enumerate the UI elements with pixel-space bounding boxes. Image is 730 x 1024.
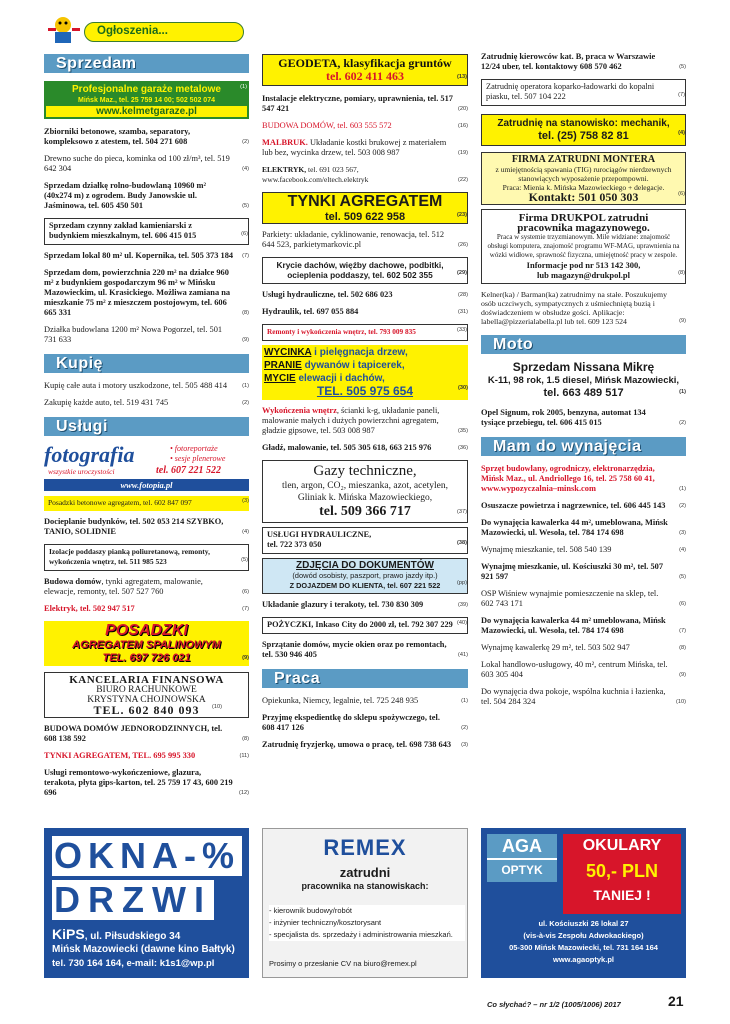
ad-item: TYNKI AGREGATEM, TEL. 695 995 330 (11) (44, 751, 249, 760)
krycie-ad: Krycie dachów, więźby dachowe, podbitki, ocieplenia poddaszy, tel. 602 502 355 (29) (262, 257, 468, 284)
ad-item: Do wynajęcia kawalerka 44 m² umeblowana, Mińsk Mazowiecki, ul. Wesoła, tel. 784 174 698 (7) (481, 616, 686, 635)
banner-remex (262, 828, 468, 978)
ad-box: Posadzki betonowe agregatem, tel. 602 847 097 (3) (44, 496, 249, 511)
ad-box: POŻYCZKI, Inkaso City do 2000 zł, tel. 792 307 229 (40) (262, 617, 468, 634)
ad-item: Wynajmę mieszkanie, ul. Kościuszki 30 m², tel. 507 921 597 (5) (481, 562, 686, 581)
remex-list: - kierownik budowy/robót - inżynier techniczny/kosztorysant - specjalista ds. sprzedaży i administrowania mieszkań. (269, 905, 465, 941)
garaze-www: www.kelmetgaraze.pl (46, 106, 247, 117)
mechanik-ad: Zatrudnię na stanowisko: mechanik, tel. (25) 758 82 81 (4) (481, 114, 686, 146)
ad-item: Działka budowlana 1200 m² Nowa Pogorzel, tel. 501 731 633 (9) (44, 325, 249, 344)
ad-item: Sprzedam działkę rolno-budowlaną 10960 m² (40x274 m) z ogrodem. Budy Janowskie ul. Jaśminowa, tel. 605 450 501 (5) (44, 181, 249, 210)
hydraulika-ad: USŁUGI HYDRAULICZNE, tel. 722 373 050 (38) (262, 527, 468, 554)
drzwi-label: DRZWI (54, 879, 212, 920)
ad-item: Zbiorniki betonowe, szamba, separatory, kompleksowo z atestem, tel. 504 271 608 (2) (44, 127, 249, 146)
foto-line: • sesje plenerowe (170, 454, 226, 463)
ad-item: Sprzedam lokal 80 m² ul. Kopernika, tel. 505 373 184 (7) (44, 251, 249, 260)
zdjecia-ad: ZDJĘCIA DO DOKUMENTÓW (dowód osobisty, paszport, prawo jazdy itp.) Z DOJAZDEM DO KLIENTA, tel. 607 221 522 (pp) (262, 558, 468, 594)
section-title: Ogłoszenia... (97, 25, 168, 37)
aga-block: AGA OPTYK (487, 834, 557, 882)
header (44, 14, 244, 44)
wycinka-ad: WYCINKA i pielęgnacja drzew, PRANIE dywanów i tapicerek, MYCIE elewacji i dachów, TEL. 505 975 654 (30) (264, 347, 468, 398)
ad-item: Do wynajęcia kawalerka 44 m², umeblowana, Mińsk Mazowiecki, ul. Wesoła, tel. 784 174 698 (3) (481, 518, 686, 537)
remex-title: zatrudni (339, 865, 391, 880)
ad-item: Lokal handlowo-usługowy, 40 m², centrum Mińska, tel. 603 305 404 (9) (481, 660, 686, 679)
ad-item: Parkiety: układanie, cyklinowanie, renowacja, tel. 512 644 523, parkietymarkovic.pl (26) (262, 230, 468, 249)
ad-item: ELEKTRYK, tel. 691 023 567, www.facebook.com/eltech.elektryk (22) (262, 165, 468, 184)
remex-subtitle: pracownika na stanowiskach: (301, 881, 429, 891)
geodeta-ad: GEODETA, klasyfikacja gruntów tel. 602 411 463 (13) (262, 54, 468, 86)
ad-item: BUDOWA DOMÓW JEDNORODZINNYCH, tel. 608 138 592 (8) (44, 724, 249, 743)
ad-item: Usługi hydrauliczne, tel. 502 686 023 (28) (262, 290, 468, 299)
ad-item: Elektryk, tel. 502 947 517 (7) (44, 604, 249, 613)
ad-item: Instalacje elektryczne, pomiary, uprawnienia, tel. 517 547 421 (20) (262, 94, 468, 113)
column-1 (44, 50, 249, 803)
garaze-title: Profesjonalne garaże metalowe (46, 83, 247, 96)
ad-item: Usługi remontowo-wykończeniowe, glazura, terakota, płyta gips-karton, tel. 25 759 17 43, 600 219 696 (12) (44, 768, 249, 797)
tynki-ad: TYNKI AGREGATEM tel. 509 622 958 (23) (262, 192, 468, 224)
ad-item: Opel Signum, rok 2005, benzyna, automat 134 tysiące przebiegu, tel. 606 415 015 (2) (481, 408, 686, 427)
foto-www: www.fotopia.pl (44, 479, 249, 491)
ad-item: Wynajmę kawalerkę 29 m², tel. 503 502 947 (8) (481, 643, 686, 652)
mascot-icon (44, 14, 82, 44)
nissan-ad: Sprzedam Nissana Mikrę K-11, 98 rok, 1.5 diesel, Mińsk Mazowiecki, tel. 663 489 517 (1) (487, 360, 686, 399)
heading-mam-do-wynajecia: Mam do wynajęcia (481, 437, 686, 456)
aga-address: ul. Kościuszki 26 lokal 27 (vis-à-vis Zespołu Adwokackiego) 05-300 Mińsk Mazowiecki, tel. 731 164 164 www.agaoptyk.pl (509, 919, 658, 964)
ad-item: Osuszacze powietrza i nagrzewnice, tel. 606 445 143 (2) (481, 501, 686, 510)
kips-address: KiPS, ul. Piłsudskiego 34 (52, 926, 181, 942)
ad-item: Sprzęt budowlany, ogrodniczy, elektronarzędzia, Mińsk Maz., ul. Andriollego 16, tel. 25 758 60 41, www.wypozyczalnia–minsk.com (1) (481, 464, 686, 493)
firma-ad: FIRMA ZATRUDNI MONTERA z umiejętnością spawania (TIG) rurociągów nierdzewnych stanowiących wyposażenie przepompowni. Praca: Mienia k. Mińska Mazowieckiego + delegacje. Kontakt: 501 050 303 (6) (481, 152, 686, 205)
ad-item: Zakupię każde auto, tel. 519 431 745 (2) (44, 398, 249, 407)
fotopia-ad (44, 442, 249, 492)
ad-item: Układanie glazury i terakoty, tel. 730 830 309 (39) (262, 600, 468, 609)
ad-item: Opiekunka, Niemcy, legalnie, tel. 725 248 935 (1) (262, 696, 468, 705)
ad-box: Remonty i wykończenia wnętrz, tel. 793 009 835 (33) (262, 324, 468, 341)
heading-sprzedam: Sprzedam (44, 54, 249, 73)
ad-item: Zatrudnię kierowców kat. B, praca w Warszawie 12/24 uber, tel. kontaktowy 608 570 462 (5) (481, 52, 686, 71)
banner-okna-drzwi (44, 828, 249, 978)
ad-item: Drewno suche do pieca, kominka od 100 zł/m³, tel. 519 642 304 (4) (44, 154, 249, 173)
foto-line: • fotoreportaże (170, 444, 218, 453)
ad-number: (1) (240, 84, 247, 90)
kips-contact: tel. 730 164 164, e-mail: k1s1@wp.pl (52, 958, 215, 969)
ad-item: Do wynajęcia dwa pokoje, wspólna kuchnia i łazienka, tel. 504 284 324 (10) (481, 687, 686, 706)
drukpol-ad: Firma DRUKPOL zatrudni pracownika magazynowego. Praca w systemie trzyzmianowym. Mile widziane: znajomość obsługi komputera, znajomość programu WF-MAG, uprawnienia na wózki widłowe, sprawność fizyczna, umiejętność pracy w zespole. Informacje pod nr 513 142 300, lub magazyn@drukpol.pl (8) (481, 209, 686, 284)
ad-item: Wykończenia wnętrz, ścianki k-g, układanie paneli, malowanie małych i dużych powierzchni agregatem, gładzie gipsowe, tel. 503 008 987 (35) (262, 406, 468, 435)
ad-item: Przyjmę ekspedientkę do sklepu spożywczego, tel. 608 417 126 (2) (262, 713, 468, 732)
column-3 (481, 50, 686, 712)
remex-cv: Prosimy o przesłanie CV na biuro@remex.pl (269, 959, 417, 968)
ad-item: Kupię całe auta i motory uszkodzone, tel. 505 488 414 (1) (44, 381, 249, 390)
ad-item: BUDOWA DOMÓW, tel. 603 555 572 (16) (262, 121, 468, 130)
ad-box: Sprzedam czynny zakład kamieniarski z budynkiem mieszkalnym, tel. 606 415 015 (6) (44, 218, 249, 245)
ad-box: Zatrudnię operatora koparko-ładowarki do kopalni piasku, tel. 507 104 222 (7) (481, 79, 686, 106)
remex-logo: REMEX (323, 835, 407, 860)
heading-kupie: Kupię (44, 354, 249, 373)
garaze-sub: Mińsk Maz., tel. 25 759 14 00; 502 502 074 (46, 96, 247, 106)
ad-item: Sprzątanie domów, mycie okien oraz po remontach, tel. 530 946 405 (41) (262, 640, 468, 659)
okulary-block: OKULARY 50,- PLN TANIEJ ! (563, 834, 681, 914)
kancelaria-ad: KANCELARIA FINANSOWA BIURO RACHUNKOWE KRYSTYNA CHOJNOWSKA TEL. 602 840 093 (10) (44, 672, 249, 718)
foto-tel: tel. 607 221 522 (156, 465, 221, 476)
heading-moto: Moto (481, 335, 686, 354)
foto-line: wszystkie uroczystości (48, 467, 115, 476)
heading-praca: Praca (262, 669, 468, 688)
ad-item: Kelner(ka) / Barman(ka) zatrudnimy na stałe. Poszukujemy osób uczciwych, sympatycznych z uśmiechniętą buzią i doświadczeniem w obsłudze gości. Aplikacje: labella@pizzerialabella.pl lub tel. 609 123 524 (9) (481, 290, 686, 326)
ad-box: Izolacje poddaszy pianką poliuretanową, remonty, wykończenia wnętrz, tel. 511 985 523 (5) (44, 544, 249, 571)
ad-item: Budowa domów, tynki agregatem, malowanie, elewacje, remonty, tel. 507 527 760 (6) (44, 577, 249, 596)
gazy-ad: Gazy techniczne, tlen, argon, CO₂, mieszanka, azot, acetylen, Gliniak k. Mińska Mazowieckiego, tel. 509 366 717 (37) (262, 460, 468, 523)
page-number: 21 (668, 993, 684, 1009)
ad-item: MALBRUK. Układanie kostki brukowej z materiałem lub bez, wycinka drzew, tel. 503 008 987 (19) (262, 138, 468, 157)
footer-issue: Co słychać? – nr 1/2 (1005/1006) 2017 (487, 1000, 621, 1009)
ad-item: Docieplanie budynków, tel. 502 053 214 SZYBKO, TANIO, SOLIDNIE (4) (44, 517, 249, 536)
ad-item: Sprzedam dom, powierzchnia 220 m² na działce 960 m² z budynkiem gospodarczym 96 m² w Mińsku Mazowieckim, ul. Krasickiego. Możliwa zamiana na mieszkanie 75 m² z mieszczem postojowym, tel. 606 665 331 (8) (44, 268, 249, 317)
kips-city: Mińsk Mazowiecki (dawne kino Bałtyk) (52, 944, 235, 955)
column-2 (262, 50, 468, 755)
garaze-ad (44, 81, 249, 119)
section-tab (84, 22, 244, 42)
ad-item: Zatrudnię fryzjerkę, umowa o pracę, tel. 698 738 643 (3) (262, 740, 468, 749)
foto-word: fotografia (44, 442, 135, 467)
ad-item: OSP Wiśniew wynajmie pomieszczenie na sklep, tel. 602 743 171 (6) (481, 589, 686, 608)
okna-label: OKNA-% (54, 835, 240, 876)
ad-item: Hydraulik, tel. 697 055 884 (31) (262, 307, 468, 316)
posadzki-ad: POSADZKI AGREGATEM SPALINOWYM TEL. 697 726 021 (9) (44, 621, 249, 666)
ad-item: Gładź, malowanie, tel. 505 305 618, 663 215 976 (36) (262, 443, 468, 452)
ad-item: Wynajmę mieszkanie, tel. 508 540 139 (4) (481, 545, 686, 554)
banner-aga-optyk (481, 828, 686, 978)
heading-uslugi: Usługi (44, 417, 249, 436)
